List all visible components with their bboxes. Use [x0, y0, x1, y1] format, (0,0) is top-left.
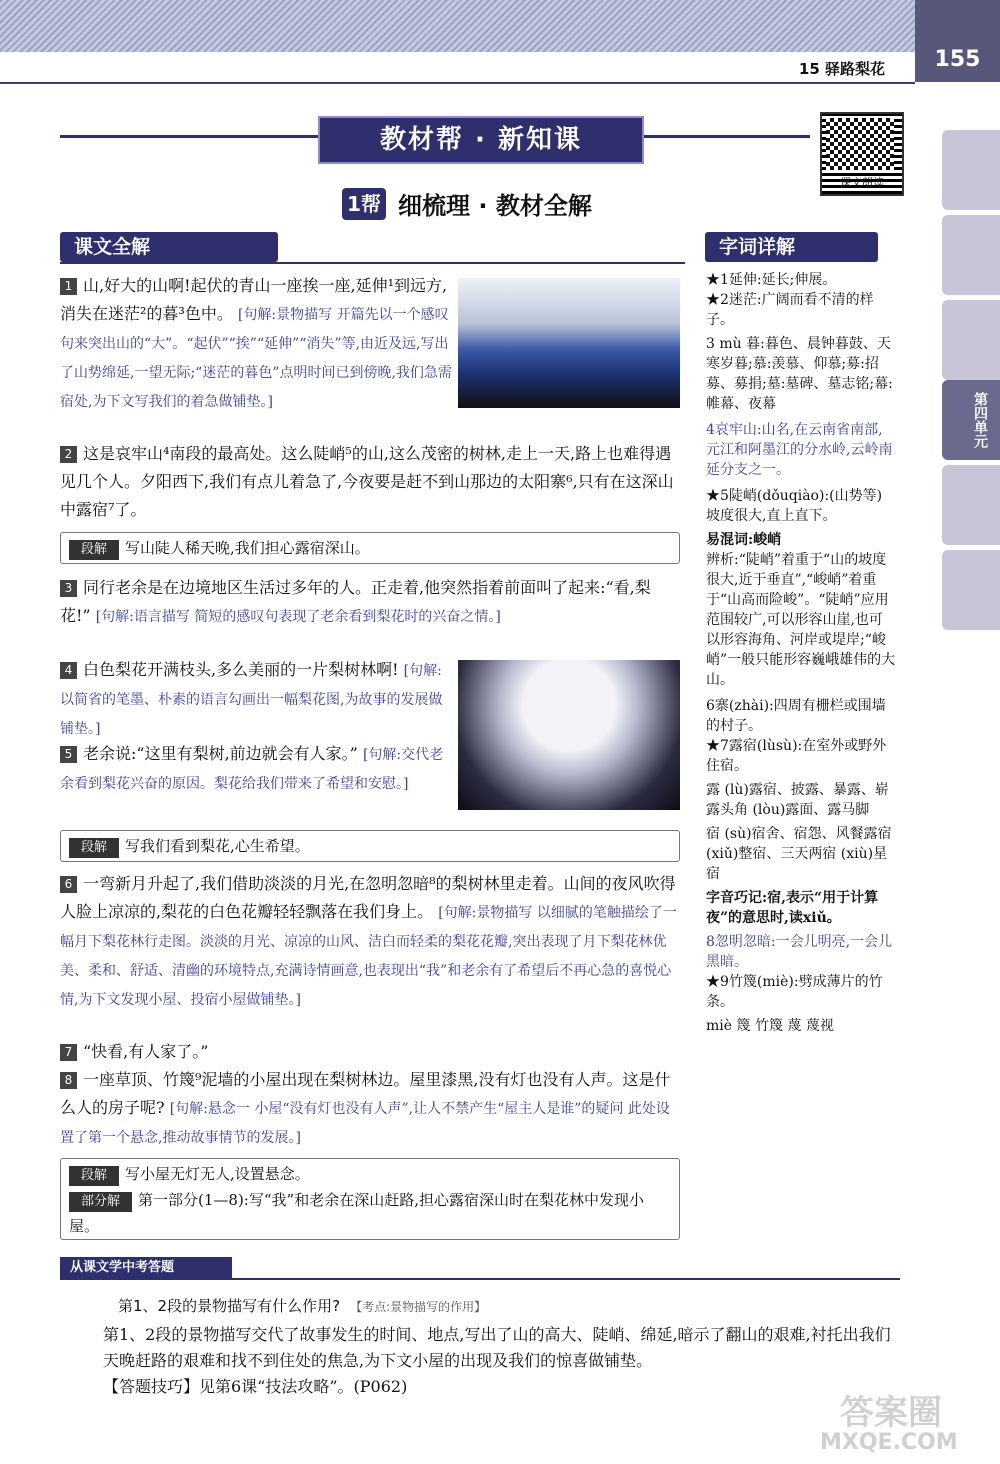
paragraph-1 — [60, 272, 452, 416]
para-number: 2 — [60, 446, 77, 463]
tag-label: 段解 — [69, 1166, 119, 1186]
qr-pattern — [826, 118, 894, 170]
vocab-item-2: ★2迷茫:广阔而看不清的样子。 — [706, 292, 874, 328]
exam-answer — [103, 1322, 893, 1400]
section-head-vocab: 字词详解 — [705, 232, 878, 262]
side-tab-3[interactable] — [942, 300, 1000, 380]
exam-point: 【考点:景物描写的作用】 — [350, 1300, 487, 1314]
vocab-item-4: 4哀牢山:山名,在云南省南部,元江和阿墨江的分水岭,云岭南延分支之一。 — [706, 422, 893, 478]
side-tab-2[interactable] — [942, 215, 1000, 295]
vocab-item-1: ★1延伸:延长;伸展。 — [706, 272, 837, 288]
side-tab-6[interactable] — [942, 550, 1000, 630]
paragraph-2 — [60, 440, 680, 524]
pear-blossom-photo — [458, 660, 680, 810]
sentence-note: [句解:景物描写 以细腻的笔触描绘了一幅月下梨花林行走图。淡淡的月光、凉凉的山风、洁白而轻柔的梨花花瓣,突出表现了月下梨花林优美、柔和、舒适、清幽的环境特点,充满诗情画意,也表现出“我”和老余有了希望后不再心急的喜悦心情,为下文发现小屋、投宿小屋做铺垫。] — [60, 905, 677, 1008]
section-rule — [60, 262, 685, 264]
vocab-item-10: 露 (lù)露宿、披露、暴露、崭露头角 (lòu)露面、露马脚 — [706, 782, 889, 818]
sentence-note: [句解:景物描写 开篇先以一个感叹句来突出山的“大”。“起伏”“挨”“延伸”“消失”等,由近及远,写出了山势绵延,一望无际;“迷茫的暮色”点明时间已到傍晚,我们急需宿处,为下文写我们的着急做铺垫。] — [60, 307, 452, 410]
question-text: 第1、2段的景物描写有什么作用? — [118, 1297, 341, 1315]
para-number: 3 — [60, 580, 77, 597]
page-title: 教材帮 · 新知课 — [318, 116, 644, 164]
tag-label: 部分解 — [69, 1192, 132, 1212]
exam-section-head: 从课文学中考答题 — [60, 1257, 232, 1279]
paragraph-4 — [60, 656, 452, 743]
paragraph-explain-box — [60, 830, 680, 862]
vocab-list — [706, 270, 896, 1036]
section-subtitle: 细梳理 · 教材全解 — [398, 192, 592, 220]
mountain-photo — [458, 278, 680, 408]
paragraph-5 — [60, 740, 452, 798]
header-strip — [0, 52, 915, 84]
running-head: 15 驿路梨花 — [798, 60, 885, 78]
vocab-item-13: 8忽明忽暗:一会儿明亮,一会儿黑暗。 — [706, 934, 893, 970]
section-head-text: 课文全解 — [60, 232, 278, 262]
box-text: 写小屋无灯无人,设置悬念。 — [125, 1165, 310, 1183]
vocab-item-8: 6寨(zhài):四周有栅栏或围墙的村子。 — [706, 698, 886, 734]
side-tab-1[interactable] — [942, 130, 1000, 210]
para-text: 一座草顶、竹篾⁹泥墙的小屋出现在梨树林边。屋里漆黑,没有灯也没有人声。这是什么人的房子呢? — [60, 1070, 671, 1117]
exam-question — [118, 1295, 486, 1316]
vocab-item-7: 辨析:“陡峭”着重于“山的坡度很大,近于垂直”,“峻峭”着重于“山高而险峻”。“陡峭”应用范围较广,可以形容山崖,也可以形容海角、河岸或堤岸;“峻峭”一般只能形容巍峨雄伟的大山。 — [706, 552, 896, 688]
sentence-note: [句解:以简省的笔墨、朴素的语言勾画出一幅梨花图,为故事的发展做铺垫。] — [60, 663, 443, 737]
vocab-item-6: 易混词:峻峭 — [706, 532, 782, 548]
vocab-item-5: ★5陡峭(dǒuqiào):(山势等)坡度很大,直上直下。 — [706, 488, 883, 524]
para-text: 山,好大的山啊!起伏的青山一座挨一座,延伸¹到远方,消失在迷茫²的暮³色中。 — [60, 276, 448, 323]
exam-section-rule — [60, 1278, 900, 1280]
watermark-logo: 答案圈 — [840, 1393, 942, 1433]
vocab-item-9: ★7露宿(lùsù):在室外或野外住宿。 — [706, 738, 887, 774]
paragraph-3 — [60, 574, 680, 631]
tag-label: 段解 — [69, 838, 119, 858]
para-text: 一弯新月升起了,我们借助淡淡的月光,在忽明忽暗⁸的梨树林里走着。山间的夜风吹得人脸上凉凉的,梨花的白色花瓣轻轻飘落在我们身上。 — [60, 874, 676, 921]
box-text: 写山陡人稀天晚,我们担心露宿深山。 — [125, 539, 370, 557]
side-tab-unit[interactable]: 第四单元 — [942, 380, 1000, 460]
summary-box — [60, 1158, 680, 1240]
box-text: 写我们看到梨花,心生希望。 — [125, 837, 310, 855]
summary-row-1 — [69, 1161, 671, 1187]
para-number: 8 — [60, 1072, 77, 1089]
box-text: 第一部分(1—8):写“我”和老余在深山赶路,担心露宿深山时在梨花林中发现小屋。 — [69, 1191, 644, 1235]
para-text: 老余说:“这里有梨树,前边就会有人家。” — [83, 744, 358, 763]
vocab-item-14: ★9竹篾(miè):劈成薄片的竹条。 — [706, 974, 883, 1010]
paragraph-6 — [60, 870, 680, 1014]
para-text: 这是哀牢山⁴南段的最高处。这么陡峭⁵的山,这么茂密的树林,走上一天,路上也难得遇见几个人。夕阳西下,我们有点儿着急了,今夜要是赶不到山那边的太阳寨⁶,只有在这深山中露宿⁷了。 — [60, 444, 674, 519]
summary-row-2 — [69, 1187, 671, 1239]
para-text: “快看,有人家了。” — [83, 1042, 209, 1061]
top-decor-bar — [0, 0, 915, 52]
vocab-item-15: miè 篾 竹篾 蔑 蔑视 — [706, 1018, 834, 1034]
qr-caption: 课文朗读 — [840, 176, 884, 189]
vocab-item-12: 字音巧记:宿,表示“用于计算夜”的意思时,读xiǔ。 — [706, 890, 879, 926]
answer-tip: 【答题技巧】见第6课“技法攻略”。(P062) — [103, 1377, 408, 1396]
answer-text: 第1、2段的景物描写交代了故事发生的时间、地点,写出了山的高大、陡峭、绵延,暗示了翻山的艰难,衬托出我们天晚赶路的艰难和找不到住处的焦急,为下文小屋的出现及我们的惊喜做铺垫。 — [103, 1325, 891, 1370]
section-badge: 1帮 — [342, 188, 386, 220]
paragraph-explain-box — [60, 532, 680, 564]
sentence-note: [句解:悬念一 小屋“没有灯也没有人声”,让人不禁产生“屋主人是谁”的疑问 此处设置了第一个悬念,推动故事情节的发展。] — [60, 1101, 670, 1146]
para-number: 6 — [60, 876, 77, 893]
vocab-item-11: 宿 (sù)宿舍、宿怨、风餐露宿 (xiǔ)整宿、三天两宿 (xiù)星宿 — [706, 826, 892, 882]
paragraph-7 — [60, 1038, 680, 1066]
paragraph-8 — [60, 1066, 680, 1152]
page-number: 155 — [915, 0, 1000, 82]
para-number: 1 — [60, 278, 77, 295]
para-number: 5 — [60, 746, 77, 763]
side-tab-5[interactable] — [942, 465, 1000, 545]
sentence-note: [句解:交代老余看到梨花兴奋的原因。梨花给我们带来了希望和安慰。] — [60, 747, 444, 792]
watermark-url: MXQE.COM — [820, 1430, 958, 1455]
para-text: 白色梨花开满枝头,多么美丽的一片梨树林啊! — [83, 660, 399, 679]
vocab-item-3: 3 mù 暮:暮色、晨钟暮鼓、天寒岁暮;慕:羡慕、仰慕;募:招募、募捐;墓:墓碑、墓志铭;幕:帷幕、夜幕 — [706, 336, 893, 412]
tag-label: 段解 — [69, 540, 119, 560]
para-number: 7 — [60, 1044, 77, 1061]
sentence-note: [句解:语言描写 简短的感叹句表现了老余看到梨花时的兴奋之情。] — [95, 609, 501, 625]
para-text: 同行老余是在边境地区生活过多年的人。正走着,他突然指着前面叫了起来:“看,梨花!” — [60, 578, 651, 625]
para-number: 4 — [60, 662, 77, 679]
